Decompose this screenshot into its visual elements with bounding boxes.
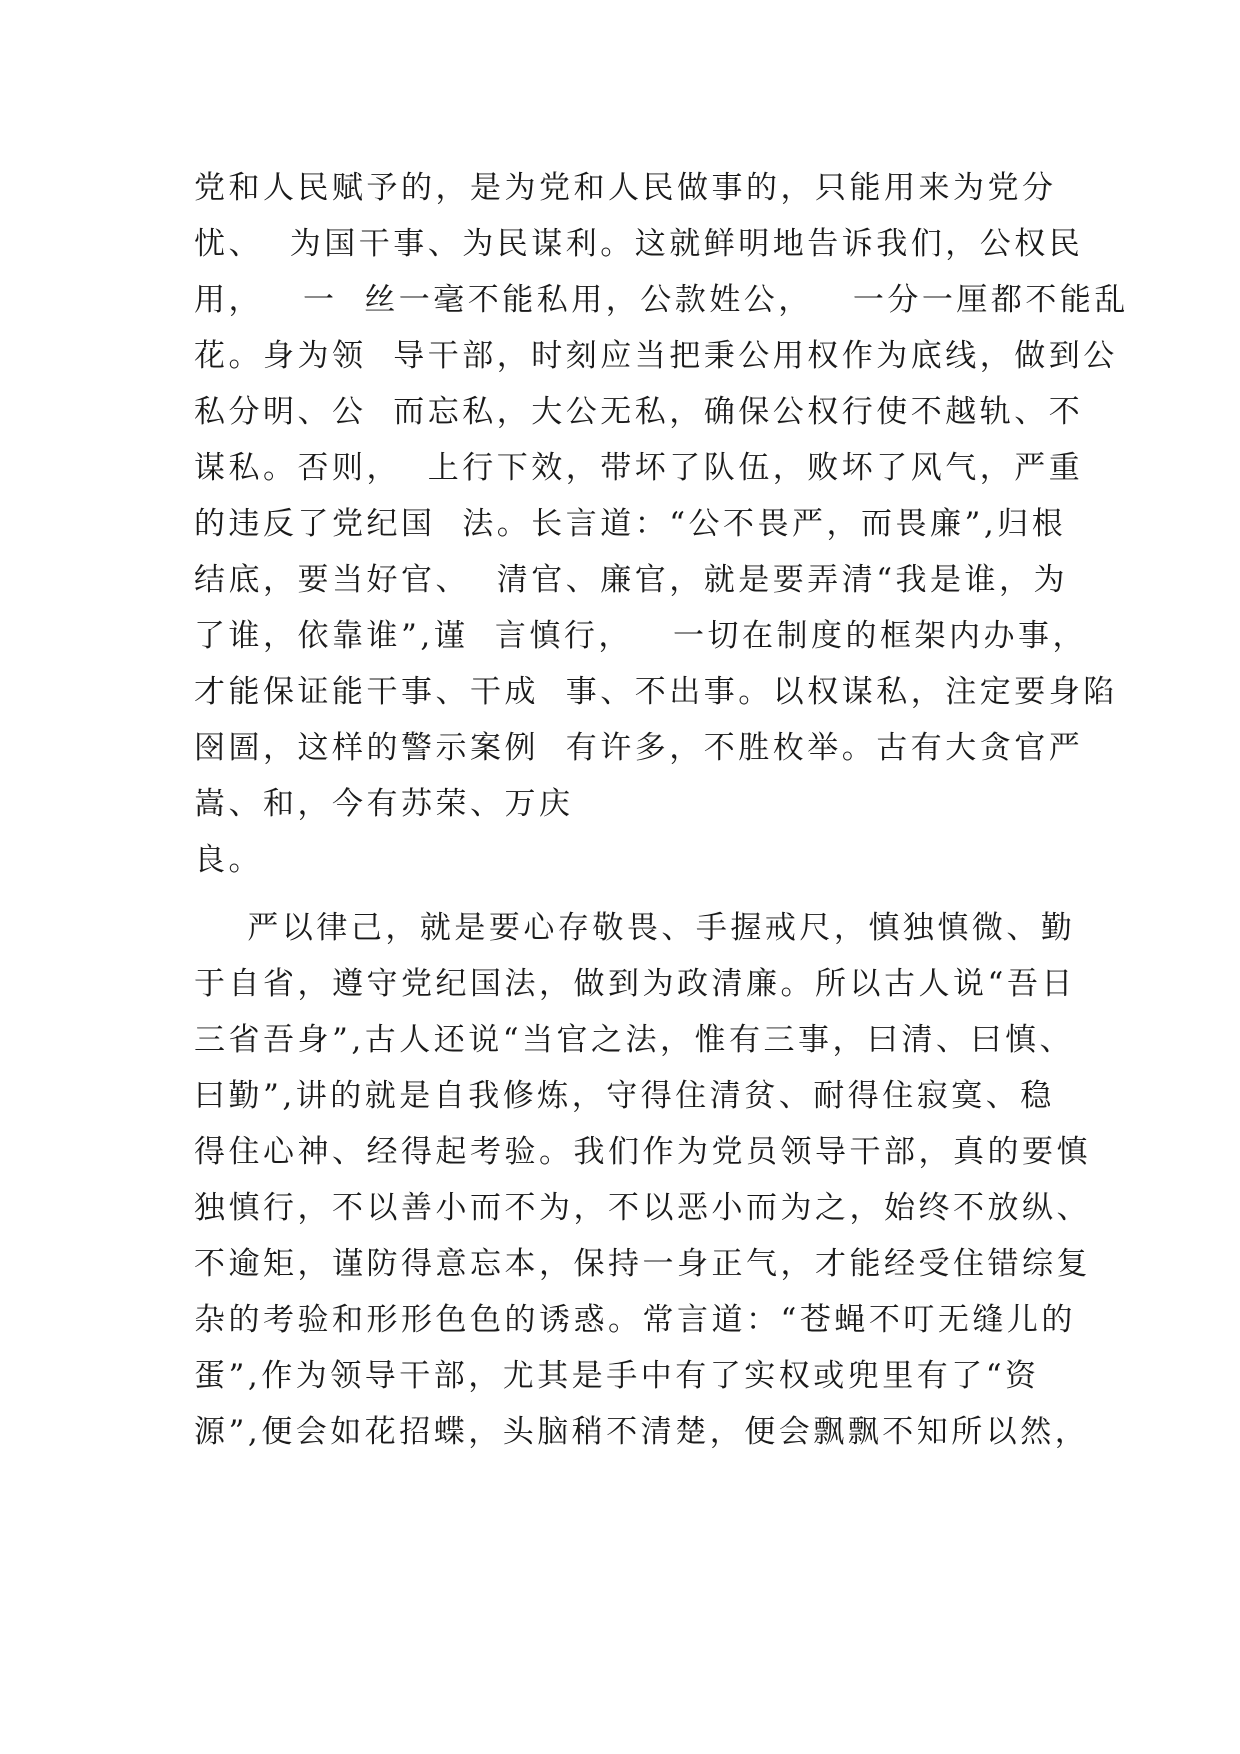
paragraph-line: 蛋”,作为领导干部，尤其是手中有了实权或兜里有了“资 bbox=[194, 1358, 1040, 1394]
paragraph-line: 忧、 为国干事、为民谋利。这就鲜明地告诉我们，公权民 bbox=[194, 226, 1084, 262]
paragraph-line: 用， 一 丝一毫不能私用，公款姓公， 一分一厘都不能乱 bbox=[194, 282, 1129, 318]
paragraph-line: 才能保证能干事、干成 事、不出事。以权谋私，注定要身陷 bbox=[194, 674, 1118, 710]
paragraph-line: 花。身为领 导干部，时刻应当把秉公用权作为底线，做到公 bbox=[194, 338, 1118, 374]
body-paragraph-2 bbox=[194, 900, 1091, 1460]
paragraph-line: 得住心神、经得起考验。我们作为党员领导干部，真的要慎 bbox=[194, 1134, 1091, 1170]
paragraph-line: 三省吾身”,古人还说“当官之法，惟有三事，曰清、曰慎、 bbox=[194, 1022, 1075, 1058]
paragraph-line: 不逾矩，谨防得意忘本，保持一身正气，才能经受住错综复 bbox=[194, 1246, 1091, 1282]
paragraph-line: 嵩、和，今有苏荣、万庆 bbox=[194, 786, 574, 822]
paragraph-line: 曰勤”,讲的就是自我修炼，守得住清贫、耐得住寂寞、稳 bbox=[194, 1078, 1055, 1114]
paragraph-line: 独慎行，不以善小而不为，不以恶小而为之，始终不放纵、 bbox=[194, 1190, 1091, 1226]
paragraph-line: 杂的考验和形形色色的诱惑。常言道：“苍蝇不叮无缝儿的 bbox=[194, 1302, 1076, 1338]
body-paragraph-1 bbox=[194, 160, 1129, 888]
paragraph-line: 囹圄，这样的警示案例 有许多，不胜枚举。古有大贪官严 bbox=[194, 730, 1084, 766]
paragraph-line: 严以律己，就是要心存敬畏、手握戒尺，慎独慎微、勤 bbox=[194, 910, 1076, 946]
paragraph-line: 谋私。否则， 上行下效，带坏了队伍，败坏了风气，严重 bbox=[194, 450, 1084, 486]
paragraph-line: 源”,便会如花招蝶，头脑稍不清楚，便会飘飘不知所以然， bbox=[194, 1414, 1090, 1450]
paragraph-line: 于自省，遵守党纪国法，做到为政清廉。所以古人说“吾日 bbox=[194, 966, 1076, 1002]
paragraph-line: 了谁，依靠谁”,谨 言慎行， 一切在制度的框架内办事， bbox=[194, 618, 1087, 654]
paragraph-line: 的违反了党纪国 法。长言道：“公不畏严，而畏廉”,归根 bbox=[194, 506, 1067, 542]
paragraph-line: 良。 bbox=[194, 842, 263, 878]
paragraph-line: 私分明、公 而忘私，大公无私，确保公权行使不越轨、不 bbox=[194, 394, 1084, 430]
paragraph-line: 党和人民赋予的，是为党和人民做事的，只能用来为党分 bbox=[194, 170, 1057, 206]
paragraph-line: 结底，要当好官、 清官、廉官，就是要弄清“我是谁，为 bbox=[194, 562, 1069, 598]
